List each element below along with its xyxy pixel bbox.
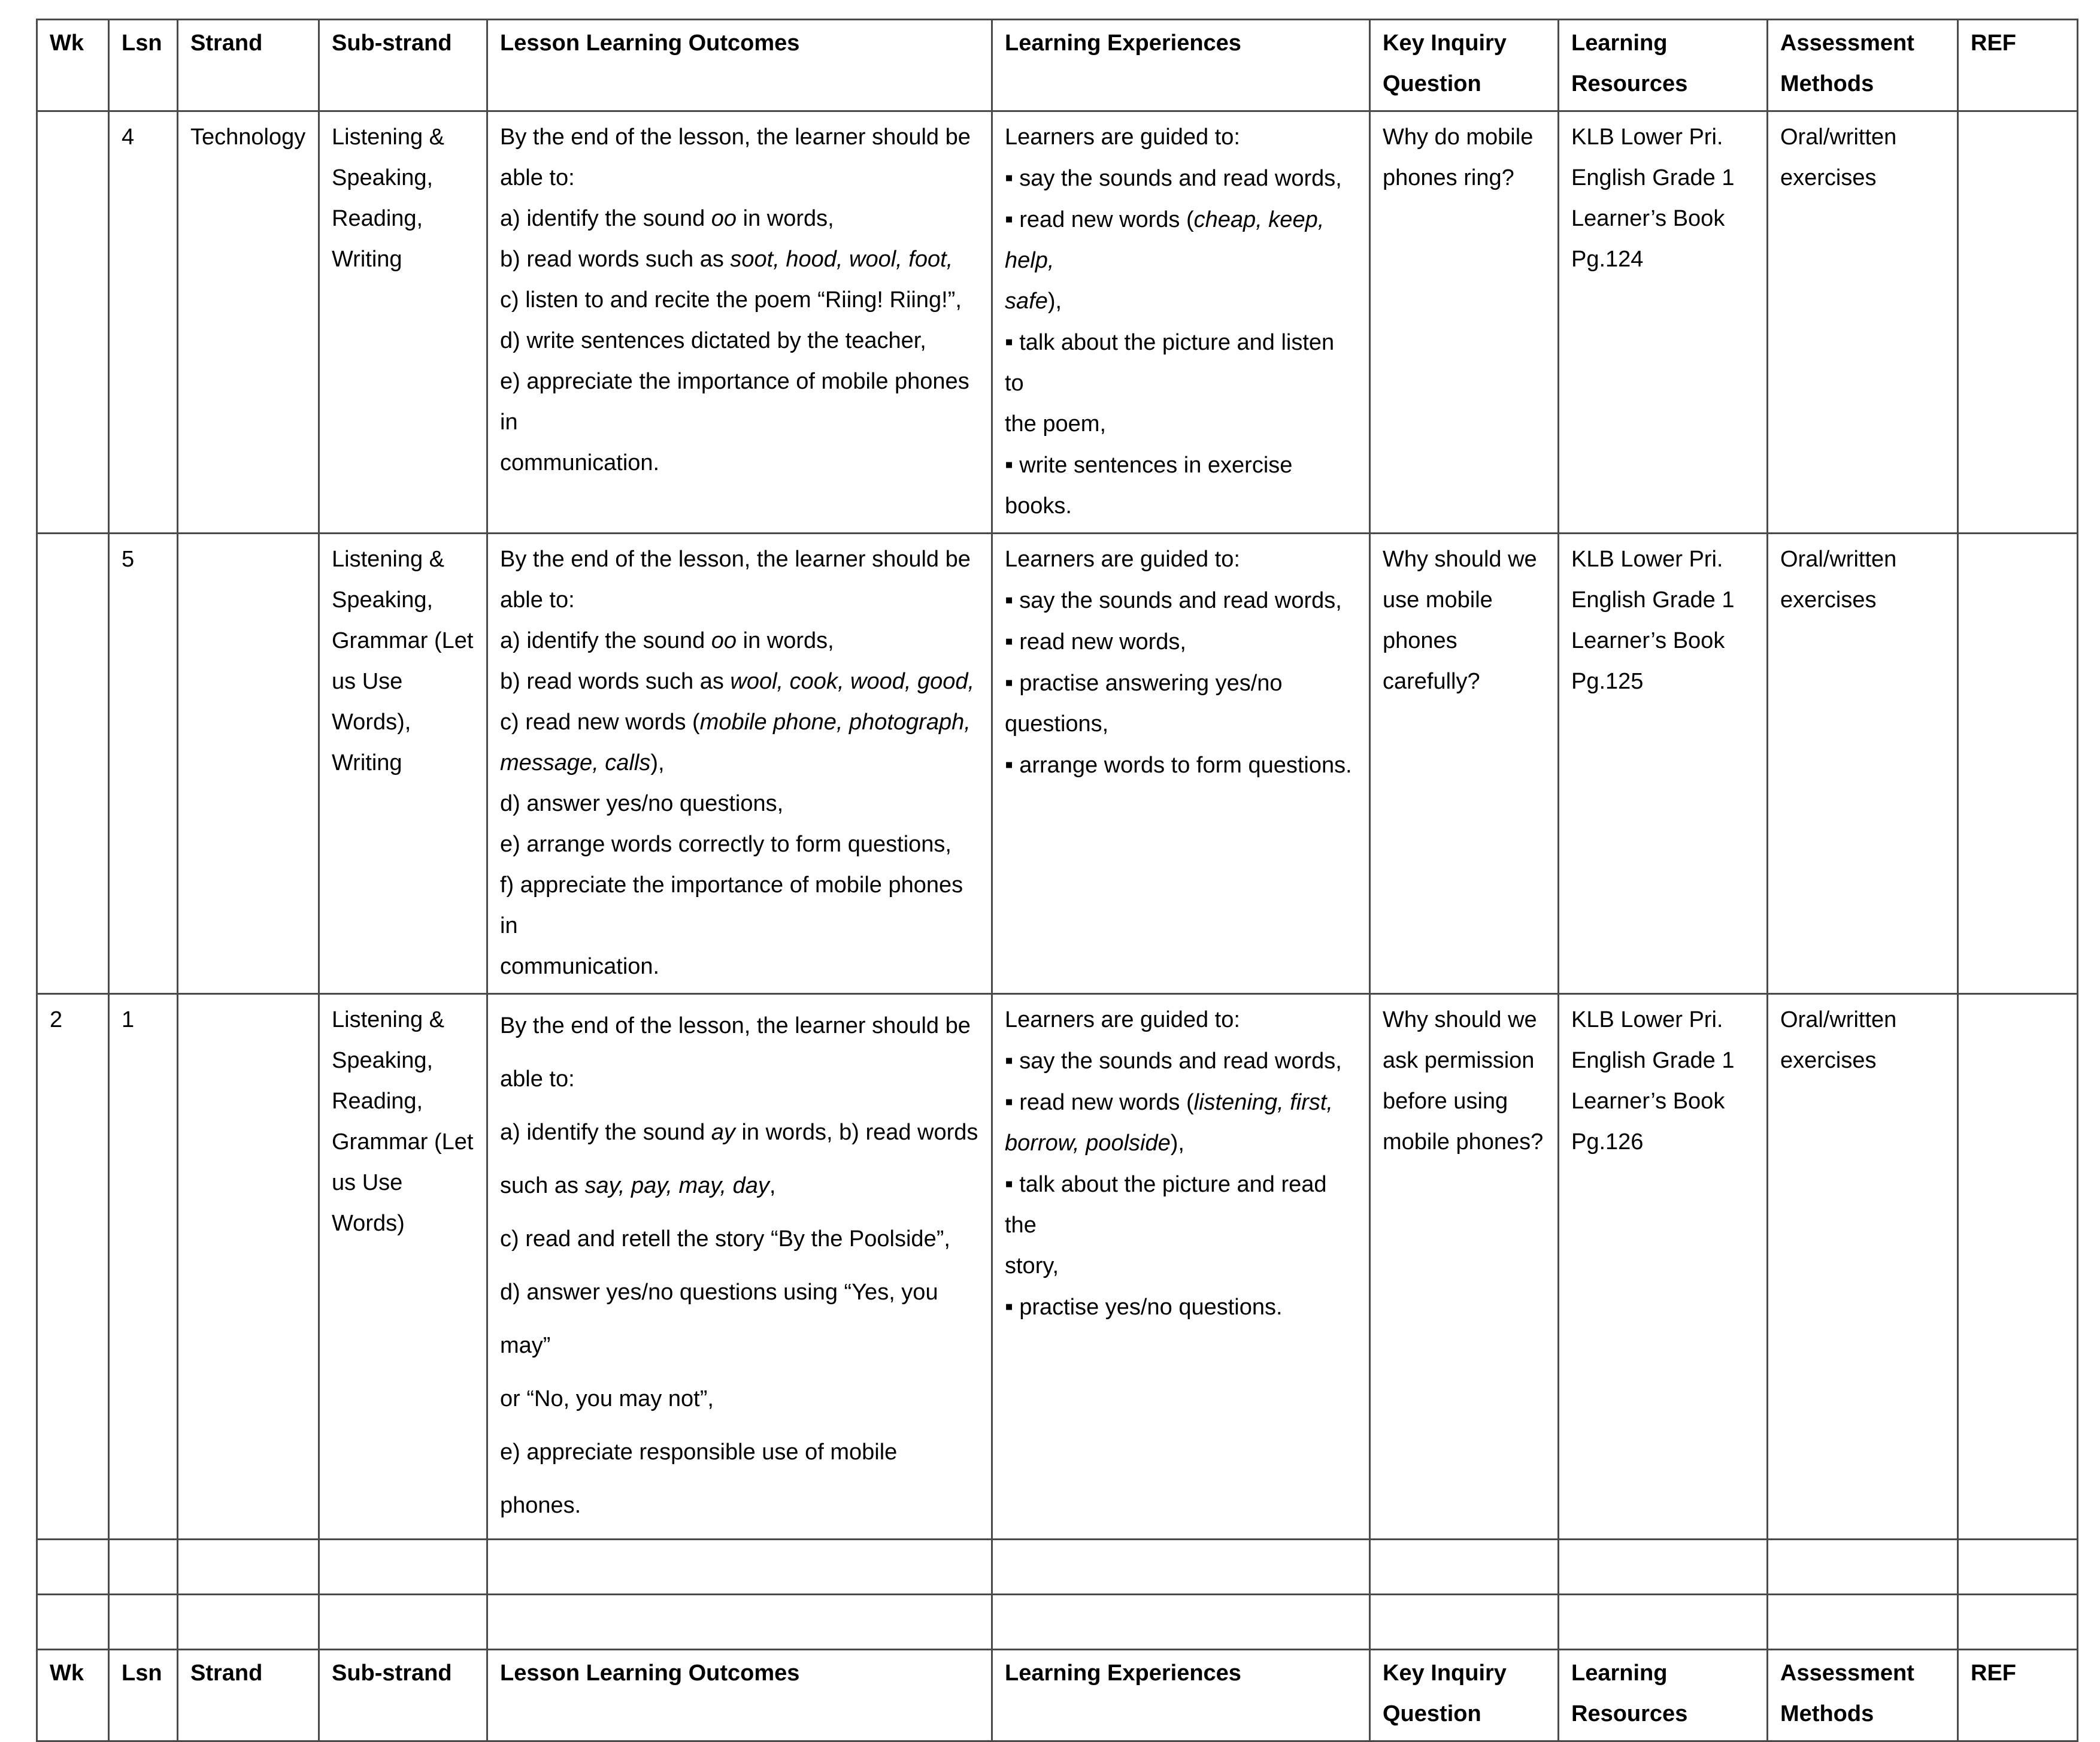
- cell-experiences: Learners are guided to: ▪ say the sounds and read words, ▪ read new words (cheap, keep, help, safe), ▪ talk about the picture and listen to the poem, ▪ write sentences in exercise books.: [992, 111, 1370, 534]
- cell-outcomes: By the end of the lesson, the learner should be able to: a) identify the sound oo in words, b) read words such as wool, cook, wood, good, c) read new words (mobile phone, photograph, message, calls), d) answer yes/no questions, e) arrange words correctly to form questions, f) appreciate the importance of mobile phones in communication.: [487, 534, 992, 994]
- cell-wk: 2: [37, 994, 109, 1540]
- repeated-header-row: [37, 1650, 2078, 1741]
- header-substrand: Sub-strand: [319, 20, 487, 111]
- table-row: [37, 111, 2078, 534]
- cell-ref: [1958, 111, 2078, 534]
- cell-substrand: Listening & Speaking, Grammar (Let us Use Words), Writing: [319, 534, 487, 994]
- table-row: [37, 534, 2078, 994]
- cell-substrand: Listening & Speaking, Reading, Writing: [319, 111, 487, 534]
- cell-strand: [178, 534, 319, 994]
- cell-strand: Technology: [178, 111, 319, 534]
- empty-row: [37, 1540, 2078, 1595]
- header-inquiry: Key Inquiry Question: [1370, 20, 1559, 111]
- header-substrand: Sub-strand: [319, 1650, 487, 1741]
- cell-ref: [1958, 994, 2078, 1540]
- cell-assessment: Oral/written exercises: [1768, 994, 1958, 1540]
- header-lsn: Lsn: [109, 1650, 178, 1741]
- header-experiences: Learning Experiences: [992, 20, 1370, 111]
- cell-assessment: Oral/written exercises: [1768, 111, 1958, 534]
- header-ref: REF: [1958, 20, 2078, 111]
- table-row: [37, 994, 2078, 1540]
- header-row: [37, 20, 2078, 111]
- header-lsn: Lsn: [109, 20, 178, 111]
- cell-inquiry: Why do mobile phones ring?: [1370, 111, 1559, 534]
- cell-strand: [178, 994, 319, 1540]
- cell-resources: KLB Lower Pri. English Grade 1 Learner’s Book Pg.126: [1559, 994, 1768, 1540]
- header-outcomes: Lesson Learning Outcomes: [487, 1650, 992, 1741]
- header-inquiry: Key Inquiry Question: [1370, 1650, 1559, 1741]
- header-wk: Wk: [37, 1650, 109, 1741]
- header-assessment: Assessment Methods: [1768, 1650, 1958, 1741]
- header-strand: Strand: [178, 20, 319, 111]
- cell-experiences: Learners are guided to: ▪ say the sounds and read words, ▪ read new words (listening, first, borrow, poolside), ▪ talk about the picture and read the story, ▪ practise yes/no questions.: [992, 994, 1370, 1540]
- cell-wk: [37, 111, 109, 534]
- cell-inquiry: Why should we ask permission before using mobile phones?: [1370, 994, 1559, 1540]
- cell-ref: [1958, 534, 2078, 994]
- cell-inquiry: Why should we use mobile phones carefully?: [1370, 534, 1559, 994]
- cell-substrand: Listening & Speaking, Reading, Grammar (Let us Use Words): [319, 994, 487, 1540]
- cell-resources: KLB Lower Pri. English Grade 1 Learner’s Book Pg.124: [1559, 111, 1768, 534]
- cell-lsn: 4: [109, 111, 178, 534]
- header-strand: Strand: [178, 1650, 319, 1741]
- cell-resources: KLB Lower Pri. English Grade 1 Learner’s Book Pg.125: [1559, 534, 1768, 994]
- cell-experiences: Learners are guided to: ▪ say the sounds and read words, ▪ read new words, ▪ practise answering yes/no questions, ▪ arrange words to form questions.: [992, 534, 1370, 994]
- header-experiences: Learning Experiences: [992, 1650, 1370, 1741]
- header-ref: REF: [1958, 1650, 2078, 1741]
- header-assessment: Assessment Methods: [1768, 20, 1958, 111]
- scheme-of-work-table: [36, 19, 2078, 1742]
- cell-assessment: Oral/written exercises: [1768, 534, 1958, 994]
- cell-outcomes: By the end of the lesson, the learner should be able to: a) identify the sound oo in words, b) read words such as soot, hood, wool, foot, c) listen to and recite the poem “Riing! Riing!”, d) write sentences dictated by the teacher, e) appreciate the importance of mobile phones in communication.: [487, 111, 992, 534]
- empty-row: [37, 1595, 2078, 1650]
- header-wk: Wk: [37, 20, 109, 111]
- cell-lsn: 5: [109, 534, 178, 994]
- cell-lsn: 1: [109, 994, 178, 1540]
- header-resources: Learning Resources: [1559, 20, 1768, 111]
- cell-outcomes: By the end of the lesson, the learner should be able to: a) identify the sound ay in words, b) read words such as say, pay, may, day, c) read and retell the story “By the Poolside”, d) answer yes/no questions using “Yes, you may” or “No, you may not”, e) appreciate responsible use of mobile phones.: [487, 994, 992, 1540]
- header-resources: Learning Resources: [1559, 1650, 1768, 1741]
- header-outcomes: Lesson Learning Outcomes: [487, 20, 992, 111]
- cell-wk: [37, 534, 109, 994]
